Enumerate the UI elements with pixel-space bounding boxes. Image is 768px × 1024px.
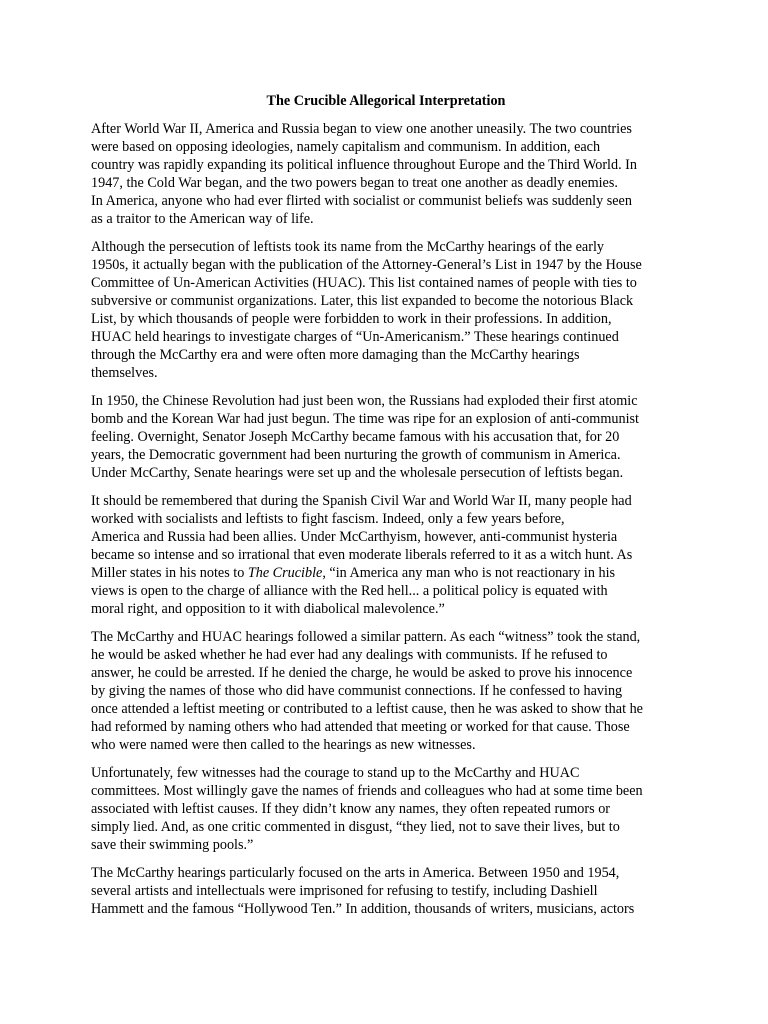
text-line: through the McCarthy era and were often more damaging than the McCarthy hearings xyxy=(91,347,580,363)
paragraph-huac xyxy=(91,238,681,382)
paragraph-witnesses xyxy=(91,764,681,854)
text-line: he would be asked whether he had ever had any dealings with communists. If he refused to xyxy=(91,647,608,663)
text-line: once attended a leftist meeting or contributed to a leftist cause, then he was asked to show that he xyxy=(91,701,643,717)
work-title: The Crucible xyxy=(247,565,323,581)
text-line: Hammett and the famous “Hollywood Ten.” In addition, thousands of writers, musicians, actors xyxy=(91,901,635,917)
text-line: views is open to the charge of alliance with the Red hell... a political policy is equated with xyxy=(91,583,608,599)
text-line: had reformed by naming others who had attended that meeting or worked for that cause. Those xyxy=(91,719,630,735)
text-line: Under McCarthy, Senate hearings were set up and the wholesale persecution of leftists began. xyxy=(91,465,624,481)
text-line: themselves. xyxy=(91,365,158,381)
paragraph-arts xyxy=(91,864,681,918)
text-line: In 1950, the Chinese Revolution had just been won, the Russians had exploded their first atomic xyxy=(91,393,638,409)
text-line: HUAC held hearings to investigate charges of “Un-Americanism.” These hearings continued xyxy=(91,329,619,345)
text-line: years, the Democratic government had been nurturing the growth of communism in America. xyxy=(91,447,621,463)
text-span: Miller states in his notes to xyxy=(91,565,248,581)
text-line: worked with socialists and leftists to fight fascism. Indeed, only a few years before, xyxy=(91,511,565,527)
text-line: as a traitor to the American way of life. xyxy=(91,211,314,227)
text-line: America and Russia had been allies. Under McCarthyism, however, anti-communist hysteria xyxy=(91,529,618,545)
text-span: , “in America any man who is not reactionary in his xyxy=(322,565,616,581)
paragraph-hearing-pattern xyxy=(91,628,681,754)
text-line: The McCarthy hearings particularly focused on the arts in America. Between 1950 and 1954, xyxy=(91,865,620,881)
text-line: became so intense and so irrational that even moderate liberals referred to it as a witch hunt. As xyxy=(91,547,633,563)
paragraph-cold-war xyxy=(91,120,681,228)
text-line: feeling. Overnight, Senator Joseph McCarthy became famous with his accusation that, for 20 xyxy=(91,429,620,445)
text-line: subversive or communist organizations. Later, this list expanded to become the notorious Black xyxy=(91,293,634,309)
text-line: 1947, the Cold War began, and the two powers began to treat one another as deadly enemies. xyxy=(91,175,618,191)
paragraph-witch-hunt xyxy=(91,492,681,618)
text-line: 1950s, it actually began with the publication of the Attorney-General’s List in 1947 by the House xyxy=(91,257,642,273)
text-line: simply lied. And, as one critic commented in disgust, “they lied, not to save their lives, but to xyxy=(91,819,620,835)
document-title: The Crucible Allegorical Interpretation xyxy=(266,93,506,109)
text-line: associated with leftist causes. If they didn’t know any names, they often repeated rumors or xyxy=(91,801,611,817)
text-line: answer, he could be arrested. If he denied the charge, he would be asked to prove his innocence xyxy=(91,665,633,681)
text-line: List, by which thousands of people were forbidden to work in their professions. In addition, xyxy=(91,311,612,327)
text-line: committees. Most willingly gave the names of friends and colleagues who had at some time been xyxy=(91,783,643,799)
text-line: bomb and the Korean War had just begun. The time was ripe for an explosion of anti-communist xyxy=(91,411,639,427)
text-line: After World War II, America and Russia began to view one another uneasily. The two countries xyxy=(91,121,632,137)
text-line: Committee of Un-American Activities (HUAC). This list contained names of people with ties to xyxy=(91,275,637,291)
text-line: several artists and intellectuals were imprisoned for refusing to testify, including Dashiell xyxy=(91,883,598,899)
text-line-with-citation xyxy=(91,564,681,582)
text-line: moral right, and opposition to it with diabolical malevolence.” xyxy=(91,601,445,617)
text-line: were based on opposing ideologies, namely capitalism and communism. In addition, each xyxy=(91,139,601,155)
paragraph-1950 xyxy=(91,392,681,482)
text-line: by giving the names of those who did have communist connections. If he confessed to having xyxy=(91,683,623,699)
text-line: In America, anyone who had ever flirted with socialist or communist beliefs was suddenly seen xyxy=(91,193,632,209)
text-line: Unfortunately, few witnesses had the courage to stand up to the McCarthy and HUAC xyxy=(91,765,580,781)
text-line: save their swimming pools.” xyxy=(91,837,254,853)
text-line: who were named were then called to the hearings as new witnesses. xyxy=(91,737,476,753)
text-line: It should be remembered that during the Spanish Civil War and World War II, many people had xyxy=(91,493,632,509)
text-line: country was rapidly expanding its political influence throughout Europe and the Third World. In xyxy=(91,157,638,173)
document-body xyxy=(91,92,681,928)
text-line: Although the persecution of leftists took its name from the McCarthy hearings of the early xyxy=(91,239,604,255)
text-line: The McCarthy and HUAC hearings followed a similar pattern. As each “witness” took the stand, xyxy=(91,629,641,645)
